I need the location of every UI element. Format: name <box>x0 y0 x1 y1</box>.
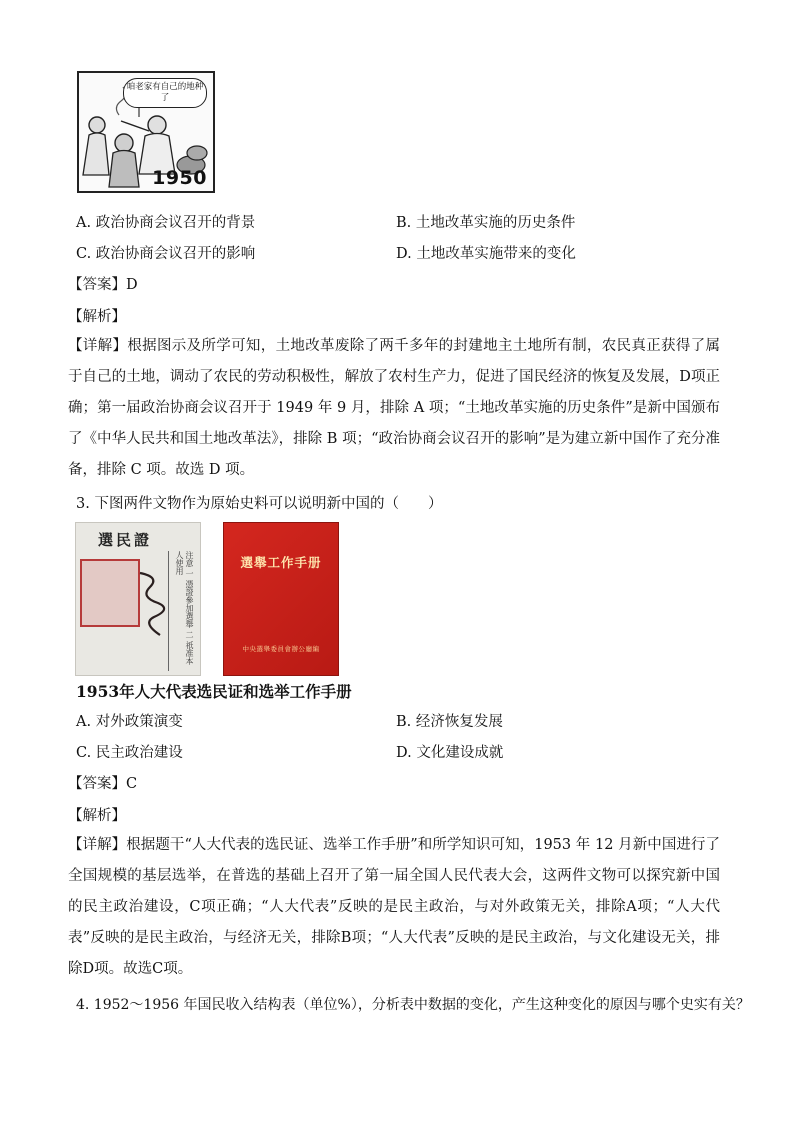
voter-card-image <box>75 522 201 676</box>
cartoon-speech-bubble: 咱老家有自己的地种了 <box>123 78 207 108</box>
q4-stem: 4. 1952～1956 年国民收入结构表（单位%），分析表中数据的变化，产生这种变化的原因与哪个史实有关？ <box>76 997 750 1013</box>
q3-answer-value: C <box>126 776 138 792</box>
q2-detail <box>68 331 720 486</box>
q3-option-d: D. 文化建设成就 <box>396 745 504 761</box>
q3-stem: 3. 下图两件文物作为原始史料可以说明新中国的（ ） <box>76 496 443 512</box>
cartoon-image <box>77 71 215 193</box>
red-stamp-icon <box>80 559 140 627</box>
q3-option-a: A. 对外政策演变 <box>76 714 183 730</box>
q2-answer-value: D <box>126 277 138 293</box>
q3-detail-text: 根据题干“人大代表的选民证、选举工作手册”和所学知识可知，1953 年 12 月新中国进行了全国规模的基层选举，在普选的基础上召开了第一届全国人民代表大会，这两件文物可以探究新中国的民主政治建设，C项正确；“人大代表”反映的是民主政治，与对外政策无关，排除A项；“人大代表”反映的是民主政治，与经济无关，排除B项；“人大代表”反映的是民主政治，与文化建设无关，排除D项。故选C项。 <box>68 837 720 977</box>
q2-detail-text: 根据图示及所学可知，土地改革废除了两千多年的封建地主土地所有制，农民真正获得了属于自己的土地，调动了农民的劳动积极性，解放了农村生产力，促进了国民经济的恢复及发展，D项正确；第一届政治协商会议召开于 1949 年 9 月，排除 A 项；“土地改革实施的历史条件”是新中国颁布了《中华人民共和国土地改革法》，排除 B 项；“政治协商会议召开的影响”是为建立新中国作了充分准备，排除 C 项。故选 D 项。 <box>68 338 721 478</box>
election-handbook-image <box>223 522 339 676</box>
q2-detail-label: 【详解】 <box>68 338 128 354</box>
q3-detail <box>68 830 720 985</box>
handwritten-name-icon <box>134 567 170 641</box>
q2-option-b: B. 土地改革实施的历史条件 <box>396 215 576 231</box>
q2-option-d: D. 土地改革实施带来的变化 <box>396 246 576 262</box>
q3-detail-label: 【详解】 <box>68 837 127 853</box>
q3-answer <box>68 774 137 794</box>
q3-answer-label: 【答案】 <box>68 776 126 792</box>
q3-analysis-label: 【解析】 <box>68 808 126 824</box>
voter-card-title: 選民證 <box>98 531 153 549</box>
q3-option-c: C. 民主政治建设 <box>76 745 183 761</box>
handbook-publisher: 中央選舉委員會辦公廳編 <box>242 645 320 653</box>
q2-option-a: A. 政治协商会议召开的背景 <box>76 215 256 231</box>
q3-photo-caption: 1953年人大代表选民证和选举工作手册 <box>76 682 352 701</box>
q2-answer-label: 【答案】 <box>68 277 126 293</box>
handbook-title: 選舉工作手册 <box>240 555 322 570</box>
q2-option-c: C. 政治协商会议召开的影响 <box>76 246 256 262</box>
q2-answer <box>68 275 138 295</box>
voter-card-notes: 注意 一 憑證參加選舉 二 祇准本人使用 <box>168 551 194 671</box>
q2-analysis-label: 【解析】 <box>68 309 126 325</box>
q3-option-b: B. 经济恢复发展 <box>396 714 503 730</box>
cartoon-year-label: 1950 <box>152 167 207 189</box>
